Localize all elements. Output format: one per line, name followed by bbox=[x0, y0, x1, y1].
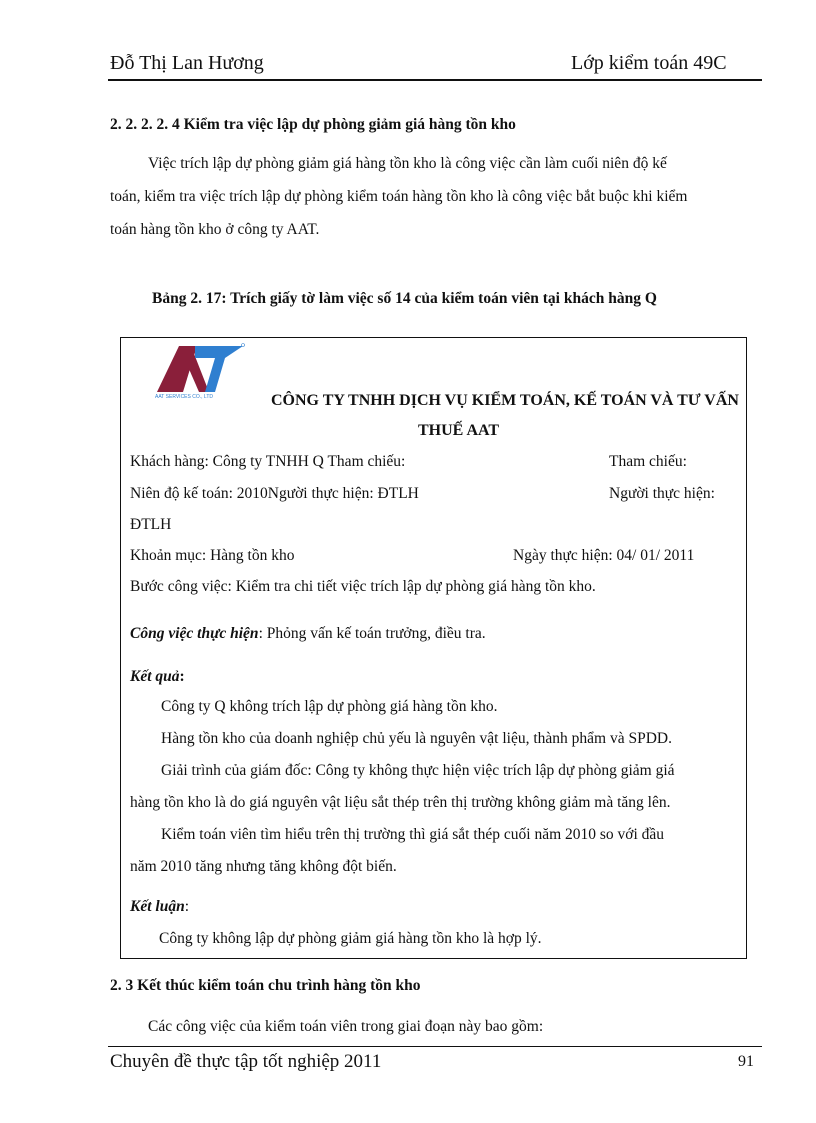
intro-line-2: toán, kiểm tra việc trích lập dự phòng kiểm toán hàng tồn kho là công việc bắt buộc khi kiểm bbox=[110, 188, 688, 205]
performer-label: Người thực hiện: bbox=[609, 485, 715, 502]
company-name-line-1: CÔNG TY TNHH DỊCH VỤ KIỂM TOÁN, KẾ TOÁN VÀ TƯ VẤN bbox=[271, 392, 739, 409]
result-colon: : bbox=[179, 668, 185, 685]
conclusion-label: Kết luận bbox=[130, 898, 185, 915]
result-heading bbox=[130, 668, 185, 686]
header-author: Đỗ Thị Lan Hương bbox=[110, 52, 264, 74]
intro-line-3: toán hàng tồn kho ở công ty AAT. bbox=[110, 221, 320, 238]
result-item-4a: Kiểm toán viên tìm hiểu trên thị trường thì giá sắt thép cuối năm 2010 so với đầu bbox=[161, 826, 665, 843]
result-item-2: Hàng tồn kho của doanh nghiệp chủ yếu là nguyên vật liệu, thành phẩm và SPDD. bbox=[161, 730, 672, 747]
step-line: Bước công việc: Kiểm tra chi tiết việc trích lập dự phòng giá hàng tồn kho. bbox=[130, 578, 596, 595]
section-title: 2. 2. 2. 2. 4 Kiểm tra việc lập dự phòng giảm giá hàng tồn kho bbox=[110, 116, 516, 133]
date-line: Ngày thực hiện: 04/ 01/ 2011 bbox=[513, 547, 695, 564]
table-caption: Bảng 2. 17: Trích giấy tờ làm việc số 14 của kiểm toán viên tại khách hàng Q bbox=[152, 290, 657, 307]
footer-text: Chuyên đề thực tập tốt nghiệp 2011 bbox=[110, 1051, 382, 1072]
header-class: Lớp kiểm toán 49C bbox=[571, 52, 727, 74]
result-label: Kết quả bbox=[130, 668, 180, 685]
logo-text: AAT SERVICES CO., LTD bbox=[155, 394, 213, 400]
performer-value: ĐTLH bbox=[130, 516, 172, 533]
company-name-line-2: THUẾ AAT bbox=[418, 422, 500, 439]
result-item-3a: Giải trình của giám đốc: Công ty không thực hiện việc trích lập dự phòng giảm giá bbox=[161, 762, 675, 779]
intro-line-1: Việc trích lập dự phòng giảm giá hàng tồn kho là công việc cần làm cuối niên độ kế bbox=[148, 155, 667, 172]
conclusion-text: Công ty không lập dự phòng giảm giá hàng tồn kho là hợp lý. bbox=[159, 930, 542, 947]
result-item-4b: năm 2010 tăng nhưng tăng không đột biến. bbox=[130, 858, 397, 875]
section-3-text: Các công việc của kiểm toán viên trong giai đoạn này bao gồm: bbox=[148, 1018, 544, 1035]
working-paper-box bbox=[120, 337, 747, 959]
work-label: Công việc thực hiện bbox=[130, 625, 259, 642]
conclusion-colon: : bbox=[184, 898, 190, 915]
page-number: 91 bbox=[738, 1053, 754, 1070]
result-item-3b: hàng tồn kho là do giá nguyên vật liệu sắt thép trên thị trường không giảm mà tăng lên. bbox=[130, 794, 671, 811]
result-item-1: Công ty Q không trích lập dự phòng giá hàng tồn kho. bbox=[161, 698, 498, 715]
section-3-title: 2. 3 Kết thúc kiểm toán chu trình hàng tồn kho bbox=[110, 977, 421, 994]
aat-logo bbox=[155, 342, 245, 404]
period-line: Niên độ kế toán: 2010Người thực hiện: ĐTLH bbox=[130, 485, 419, 502]
footer-rule bbox=[108, 1046, 762, 1047]
work-performed bbox=[130, 625, 486, 643]
header-rule bbox=[108, 79, 762, 81]
conclusion-heading bbox=[130, 898, 189, 916]
client-line: Khách hàng: Công ty TNHH Q Tham chiếu: bbox=[130, 453, 406, 470]
reference-label: Tham chiếu: bbox=[609, 453, 687, 470]
work-text: : Phỏng vấn kế toán trưởng, điều tra. bbox=[258, 625, 486, 642]
item-line: Khoản mục: Hàng tồn kho bbox=[130, 547, 295, 564]
